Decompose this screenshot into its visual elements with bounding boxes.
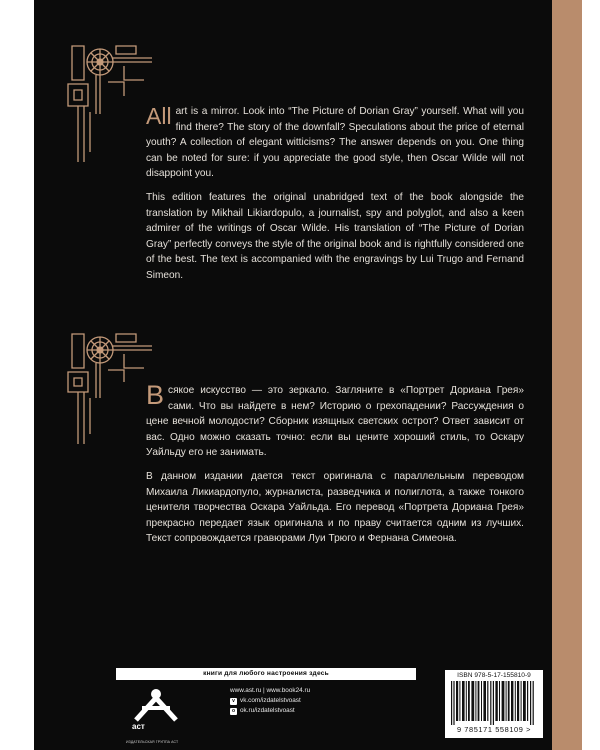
russian-description	[146, 380, 524, 555]
art-deco-ornament-middle	[64, 328, 154, 448]
logo-brand-text: аст	[132, 722, 145, 731]
website-row[interactable]	[230, 686, 310, 696]
website-link[interactable]: www.ast.ru | www.book24.ru	[230, 687, 311, 694]
vk-icon: v	[230, 698, 237, 705]
isbn-text: ISBN 978-5-17-155810-9	[457, 672, 531, 679]
barcode-digits: 9 785171 558109 >	[456, 725, 532, 734]
russian-paragraph-1: сякое искусство — это зеркало. Загляните в «Портрет Дориана Грея» сами. Что вы найдете в нем? Историю о грехопадении? Рассуждения о цене вечной молодости? Сборник изящных светских острот? Ответ зависит от вас. Одно можно сказать точно: если вы цените хороший стиль, то Оскару Уайльду его не занимать.	[146, 385, 524, 459]
ast-logo-icon	[126, 686, 186, 724]
ok-icon: o	[231, 707, 236, 714]
english-paragraph-2: This edition features the original unabridged text of the book alongside the translation by Mikhail Likiardopulo, a journalist, spy and polyglot, and also a keen admirer of the writings of Oscar Wilde. His translation of “The Picture of Dorian Gray” perfectly conveys the style of the original book and is rightfully considered one of the best. The text is accompanied with the engravings by Lui Trugo and Fernand Simeon.	[146, 191, 524, 281]
dropcap-ru: В	[146, 380, 165, 410]
barcode-panel	[445, 670, 543, 738]
publisher-links	[230, 686, 310, 716]
vk-row[interactable]	[230, 696, 310, 706]
english-paragraph-1: art is a mirror. Look into “The Picture of Dorian Gray” yourself. What will you find there? The story of the downfall? Speculations about the price of eternal youth? A collection of elegant witticisms? The answer depends on you. One thing can be noted for sure: if you appreciate the good style, then Oscar Wilde will not disappoint you.	[146, 106, 524, 180]
tagline-bar: книги для любого настроения здесь	[116, 668, 416, 680]
ok-link[interactable]: ok.ru/izdatelstvoast	[240, 707, 295, 714]
ast-logo	[126, 686, 196, 742]
russian-paragraph-2: В данном издании дается текст оригинала с параллельным переводом Михаила Ликиардопуло, журналиста, разведчика и полиглота, а также тонкого ценителя творчества Оскара Уайльда. Его перевод «Портрета Дориана Грея» прекрасно передает язык оригинала и по праву считается одним из лучших. Текст сопровождается гравюрами Луи Трюго и Фернана Симеона.	[146, 470, 524, 545]
dropcap-en: All	[146, 103, 172, 129]
publisher-footer	[34, 652, 552, 750]
barcode-icon	[451, 681, 537, 725]
ok-row[interactable]	[230, 706, 310, 716]
english-description	[146, 104, 524, 292]
art-deco-ornament-top	[64, 40, 154, 166]
logo-subtitle: ИЗДАТЕЛЬСКАЯ ГРУППА АСТ	[126, 740, 179, 744]
vk-link[interactable]: vk.com/izdatelstvoast	[240, 697, 301, 704]
spine-strip	[552, 0, 582, 750]
